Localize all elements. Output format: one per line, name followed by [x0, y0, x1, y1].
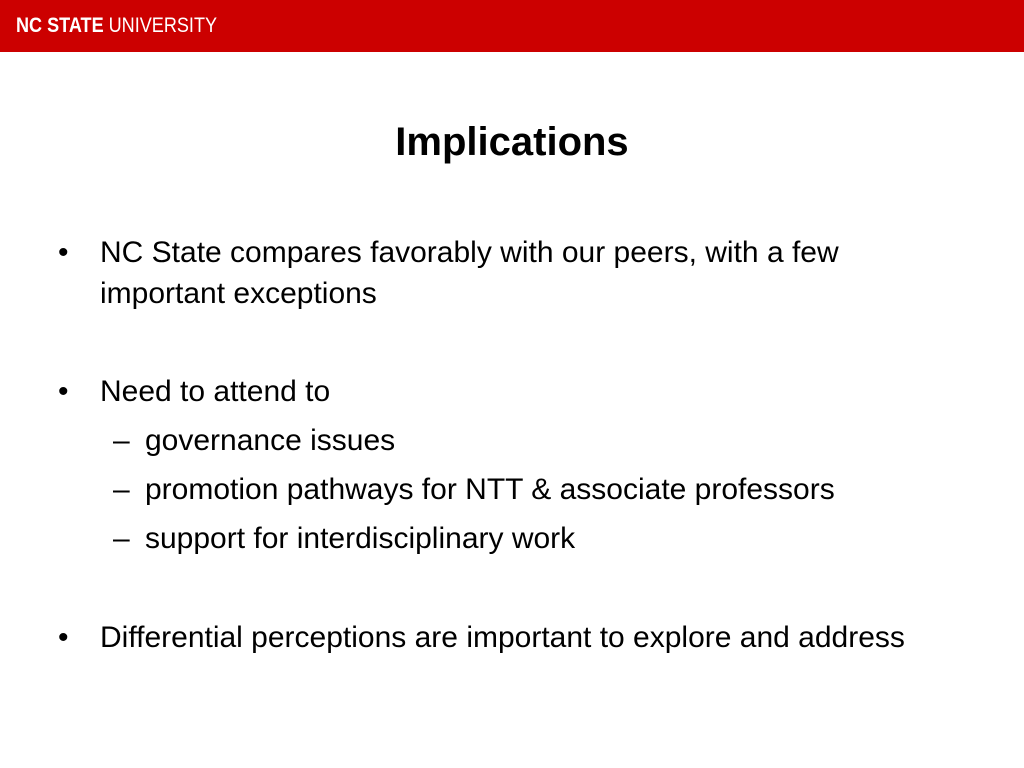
bullet-text: NC State compares favorably with our peers, with a few important exceptions: [100, 236, 839, 310]
sub-bullet-text: governance issues: [145, 424, 396, 457]
sub-bullet-text: support for interdisciplinary work: [145, 522, 576, 555]
header-bar: [0, 0, 1024, 52]
sub-bullet-marker: –: [113, 522, 130, 555]
bullet-marker: •: [58, 375, 69, 408]
logo-bold-text: NC STATE: [16, 14, 104, 37]
university-logo: [16, 14, 217, 38]
logo-light-text: UNIVERSITY: [103, 14, 218, 37]
bullet-text: Need to attend to: [100, 375, 331, 408]
sub-bullet-text: promotion pathways for NTT & associate professors: [145, 473, 835, 506]
sub-bullet-marker: –: [113, 473, 130, 506]
sub-bullet-marker: –: [113, 424, 130, 457]
bullet-marker: •: [58, 621, 69, 654]
bullet-text: Differential perceptions are important to explore and address: [100, 621, 905, 654]
slide-title: Implications: [395, 120, 629, 164]
bullet-marker: •: [58, 236, 69, 269]
